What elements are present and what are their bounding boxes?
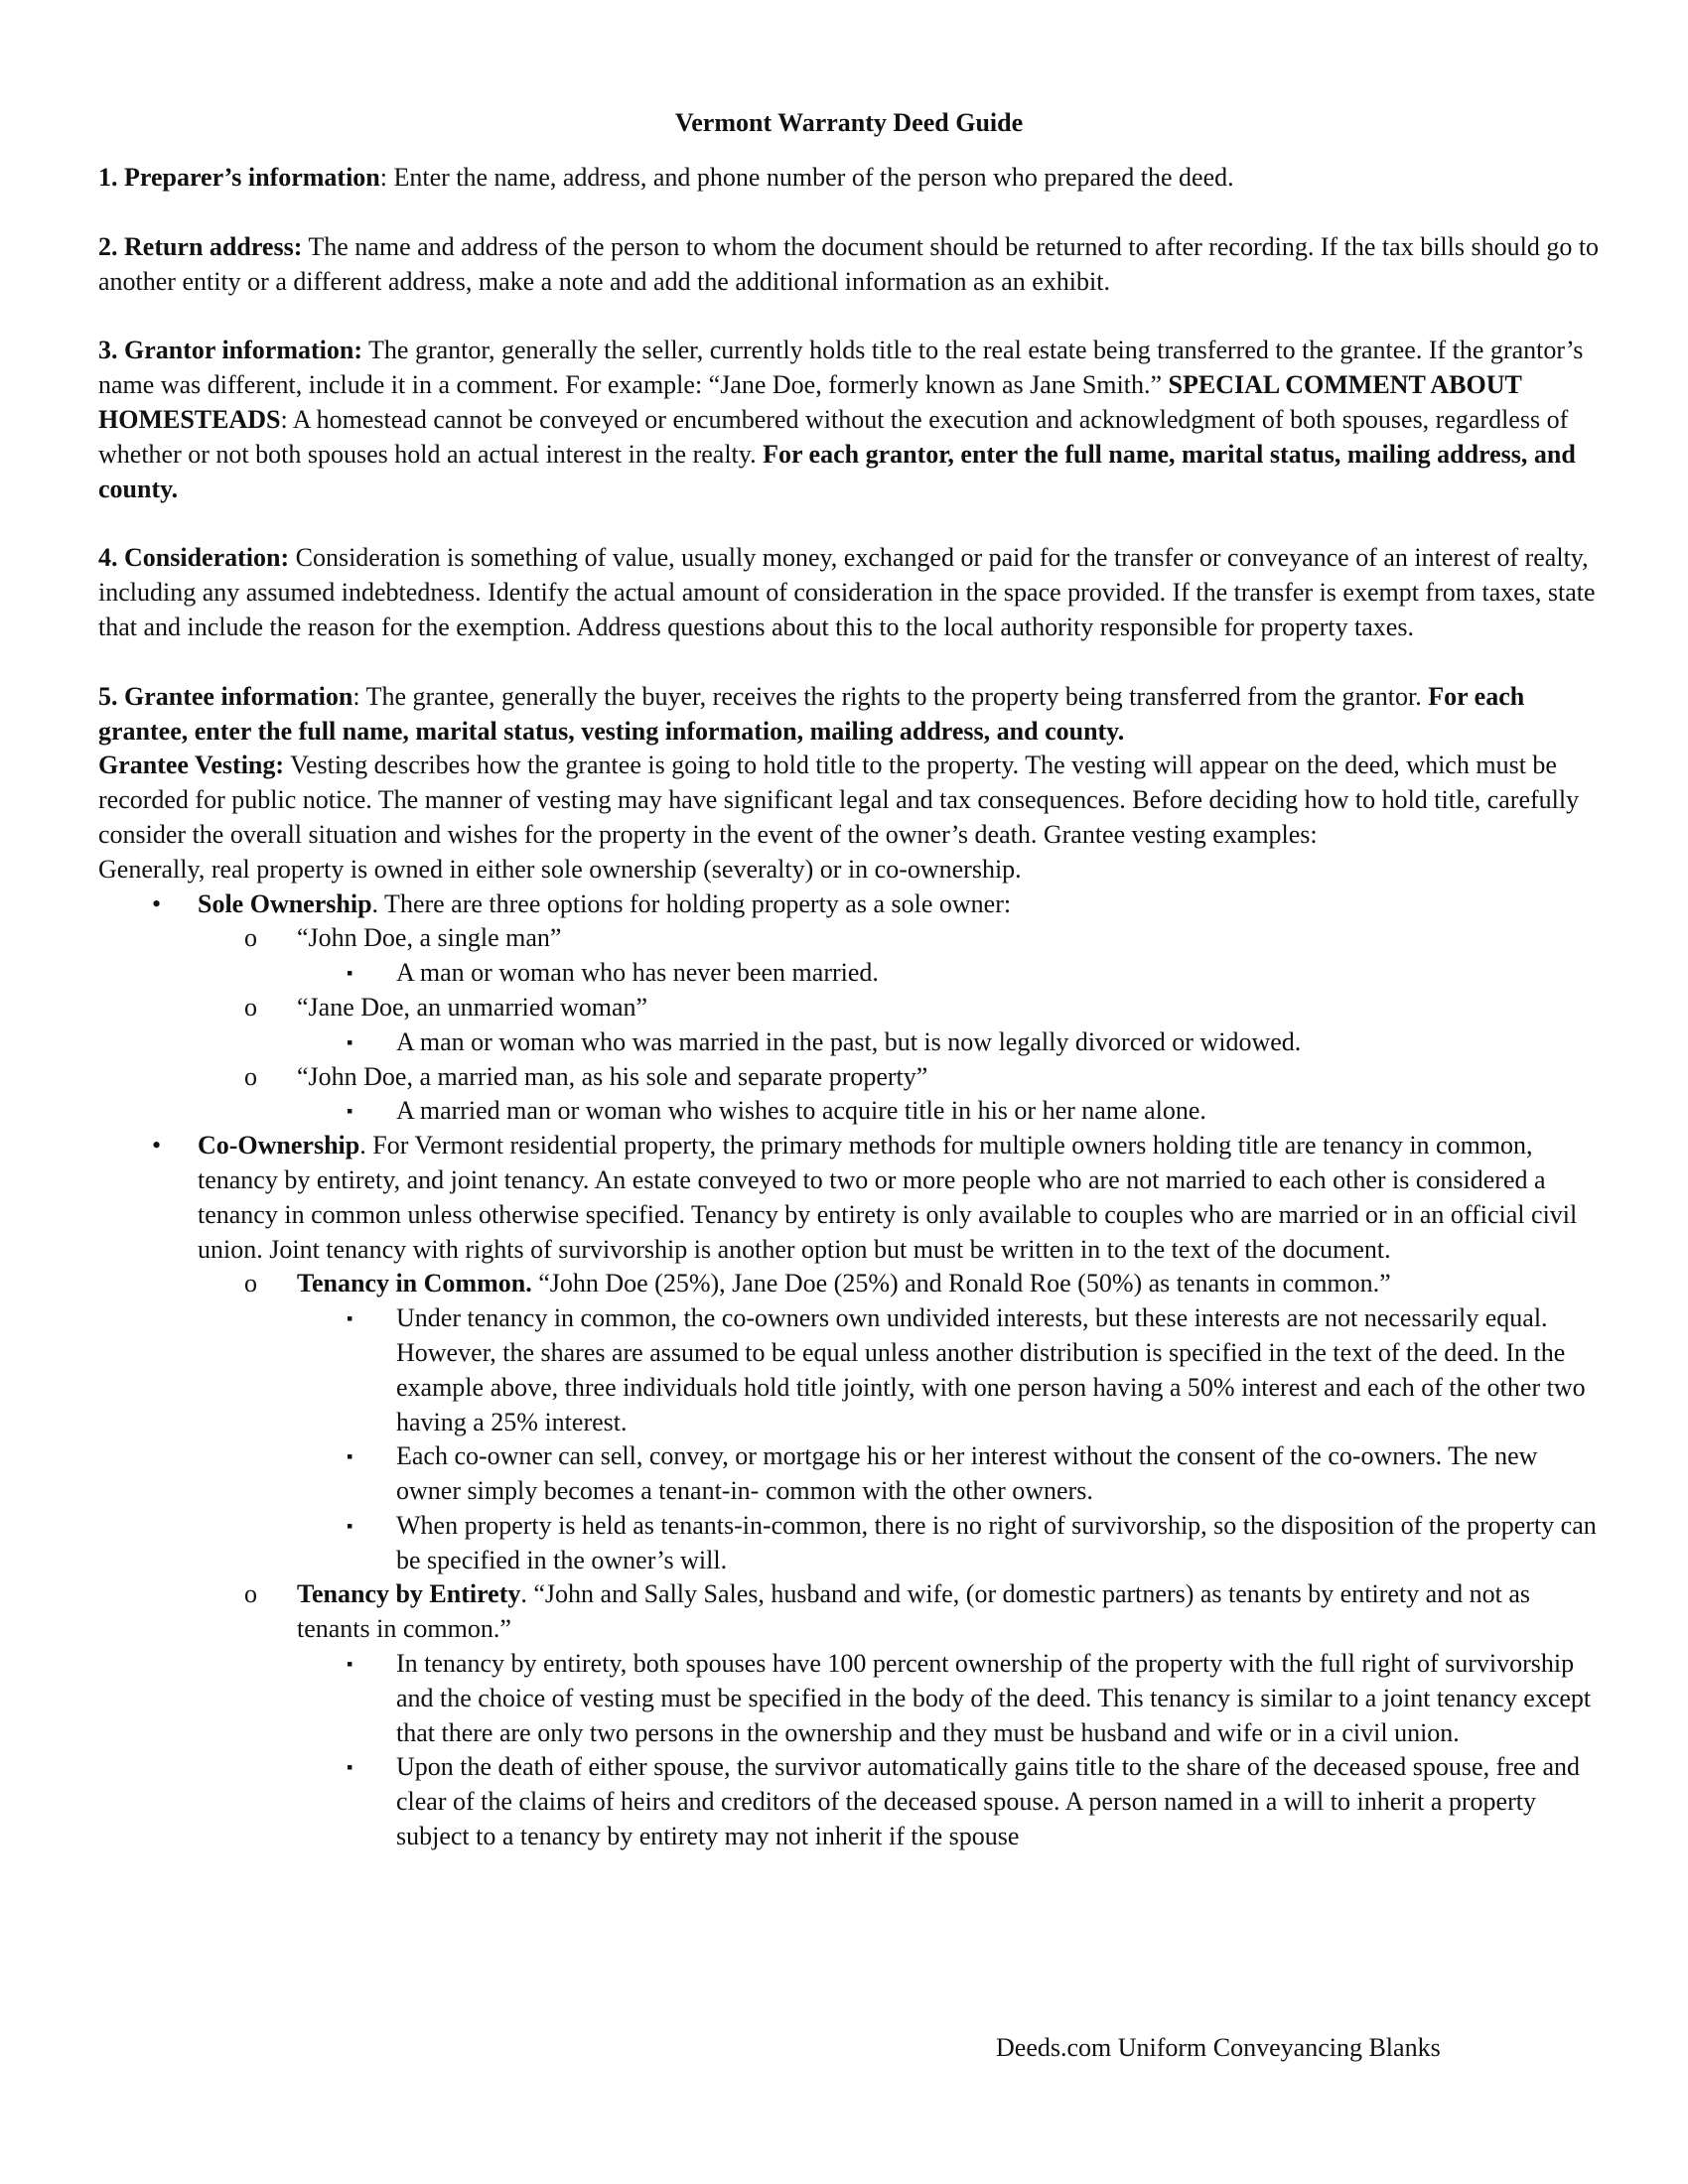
ownership-general: Generally, real property is owned in either sole ownership (severalty) or in co-ownership. bbox=[98, 854, 1022, 884]
vesting-detail: A man or woman who has never been married. bbox=[396, 958, 879, 988]
vesting-example: “John Doe, a single man” bbox=[297, 923, 562, 953]
list-item bbox=[297, 1301, 1600, 1439]
grantee-instruction: For each grantee, enter the full name, marital status, vesting information, mailing address, and county. bbox=[98, 681, 1525, 746]
homestead-text: : A homestead cannot be conveyed or encumbered without the execution and acknowledgment of both spouses, regardless of whether or not both spouses hold an actual interest in the realty. bbox=[98, 404, 1569, 469]
ownership-list bbox=[98, 887, 1600, 1854]
section-return-address bbox=[98, 230, 1600, 300]
vesting-example: “John Doe, a married man, as his sole and separate property” bbox=[297, 1061, 928, 1091]
item-label: Sole Ownership bbox=[198, 888, 372, 918]
section-text: Consideration is something of value, usually money, exchanged or paid for the transfer or conveyance of an interest of realty, including any assumed indebtedness. Identify the actual amount of consideration in the space provided. If the transfer is exempt from taxes, state that and include the reason for the exemption. Address questions about this to the local authority responsible for property taxes. bbox=[98, 543, 1596, 641]
list-item bbox=[297, 1439, 1600, 1509]
square-icon: ▪ bbox=[347, 1446, 353, 1467]
square-icon: ▪ bbox=[347, 1515, 353, 1536]
item-label: Co-Ownership bbox=[198, 1131, 360, 1160]
square-icon: ▪ bbox=[347, 1308, 353, 1329]
tenancy-label: Tenancy in Common. bbox=[297, 1269, 532, 1298]
list-item bbox=[297, 1750, 1600, 1853]
footer-text: Deeds.com Uniform Conveyancing Blanks bbox=[996, 2033, 1441, 2062]
bullet-icon: • bbox=[152, 888, 162, 918]
list-item bbox=[297, 956, 1600, 991]
section-heading: 1. Preparer’s information bbox=[98, 163, 380, 192]
document-page bbox=[98, 106, 1600, 1854]
vesting-detail: A man or woman who was married in the past, but is now legally divorced or widowed. bbox=[396, 1026, 1302, 1056]
tenancy-point: Each co-owner can sell, convey, or mortgage his or her interest without the consent of the co-owners. The new owner simply becomes a tenant-in- common with the other owners. bbox=[396, 1441, 1538, 1506]
circle-icon: o bbox=[244, 1579, 257, 1609]
section-heading: 5. Grantee information bbox=[98, 681, 353, 711]
tenancy-text: . “John and Sally Sales, husband and wife, (or domestic partners) as tenants by entirety and not as tenants in common.” bbox=[297, 1579, 1531, 1644]
item-text: . There are three options for holding property as a sole owner: bbox=[371, 888, 1012, 918]
square-icon: ▪ bbox=[347, 1031, 353, 1052]
section-heading: 3. Grantor information: bbox=[98, 336, 362, 365]
circle-icon: o bbox=[244, 923, 257, 953]
tenancy-point: When property is held as tenants-in-common, there is no right of survivorship, so the disposition of the property can be specified in the owner’s will. bbox=[396, 1510, 1597, 1574]
list-item bbox=[198, 991, 1600, 1060]
section-text: : The grantee, generally the buyer, receives the rights to the property being transferred from the grantor. bbox=[352, 681, 1429, 711]
list-item bbox=[198, 921, 1600, 991]
circle-icon: o bbox=[244, 1269, 257, 1298]
vesting-detail: A married man or woman who wishes to acquire title in his or her name alone. bbox=[396, 1096, 1206, 1126]
section-grantor bbox=[98, 334, 1600, 506]
grantor-instruction: For each grantor, enter the full name, marital status, mailing address, and county. bbox=[98, 439, 1576, 503]
circle-icon: o bbox=[244, 1061, 257, 1091]
tenancy-point: Under tenancy in common, the co-owners own undivided interests, but these interests are not necessarily equal. However, the shares are assumed to be equal unless another distribution is specified in the text of the deed. In the example above, three individuals hold title jointly, with one person having a 50% interest and each of the other two having a 25% interest. bbox=[396, 1303, 1586, 1436]
circle-icon: o bbox=[244, 992, 257, 1022]
vesting-text: Vesting describes how the grantee is going to hold title to the property. The vesting will appear on the deed, which must be recorded for public notice. The manner of vesting may have significant legal and tax consequences. Before deciding how to hold title, carefully consider the overall situation and wishes for the property in the event of the owner’s death. Grantee vesting examples: bbox=[98, 751, 1580, 849]
tenancy-point: In tenancy by entirety, both spouses have 100 percent ownership of the property with the full right of survivorship and the choice of vesting must be specified in the body of the deed. This tenancy is similar to a joint tenancy except that there are only two persons in the ownership and they must be husband and wife or in a civil union. bbox=[396, 1649, 1592, 1747]
tenancy-point: Upon the death of either spouse, the survivor automatically gains title to the share of the deceased spouse, free and clear of the claims of heirs and creditors of the deceased spouse. A person named in a will to inherit a property subject to a tenancy by entirety may not inherit if the spouse bbox=[396, 1752, 1581, 1851]
bullet-icon: • bbox=[152, 1131, 162, 1160]
square-icon: ▪ bbox=[347, 1101, 353, 1122]
list-item-co-ownership bbox=[98, 1129, 1600, 1854]
section-preparer bbox=[98, 161, 1600, 196]
item-text: . For Vermont residential property, the primary methods for multiple owners holding title are tenancy in common, tenancy by entirety, and joint tenancy. An estate conveyed to two or more people who are not married to each other is considered a tenancy in common unless otherwise specified. Tenancy by entirety is only available to couples who are married or in an official civil union. Joint tenancy with rights of survivorship is another option but must be written in to the text of the document. bbox=[198, 1131, 1578, 1264]
list-item-tenancy-by-entirety bbox=[198, 1577, 1600, 1853]
vesting-label: Grantee Vesting: bbox=[98, 751, 285, 780]
document-title: Vermont Warranty Deed Guide bbox=[674, 108, 1024, 137]
co-ownership-types bbox=[198, 1267, 1600, 1854]
section-text: The grantor, generally the seller, currently holds title to the real estate being transferred to the grantee. If the grantor’s name was different, include it in a comment. For example: “Jane Doe, formerly known as Jane Smith.” bbox=[98, 336, 1584, 400]
list-item bbox=[297, 1094, 1600, 1129]
section-heading: 2. Return address: bbox=[98, 231, 303, 261]
list-item bbox=[198, 1060, 1600, 1130]
vesting-example: “Jane Doe, an unmarried woman” bbox=[297, 992, 648, 1022]
square-icon: ▪ bbox=[347, 1757, 353, 1778]
section-text: : Enter the name, address, and phone number of the person who prepared the deed. bbox=[379, 163, 1234, 192]
section-text: The name and address of the person to whom the document should be returned to after recording. If the tax bills should go to another entity or a different address, make a note and add the additional information as an exhibit. bbox=[98, 231, 1600, 296]
square-icon: ▪ bbox=[347, 963, 353, 984]
tenancy-text: “John Doe (25%), Jane Doe (25%) and Ronald Roe (50%) as tenants in common.” bbox=[531, 1269, 1391, 1298]
list-item-sole-ownership bbox=[98, 887, 1600, 1130]
section-heading: 4. Consideration: bbox=[98, 543, 290, 573]
list-item-tenancy-in-common bbox=[198, 1267, 1600, 1577]
list-item bbox=[297, 1025, 1600, 1060]
sole-options bbox=[198, 921, 1600, 1129]
homestead-label: SPECIAL COMMENT ABOUT HOMESTEADS bbox=[98, 370, 1522, 434]
grantee-intro bbox=[98, 680, 1600, 853]
section-consideration bbox=[98, 541, 1600, 644]
square-icon: ▪ bbox=[347, 1654, 353, 1675]
list-item bbox=[297, 1509, 1600, 1578]
section-grantee bbox=[98, 680, 1600, 1854]
tenancy-label: Tenancy by Entirety bbox=[297, 1579, 521, 1609]
list-item bbox=[297, 1647, 1600, 1750]
